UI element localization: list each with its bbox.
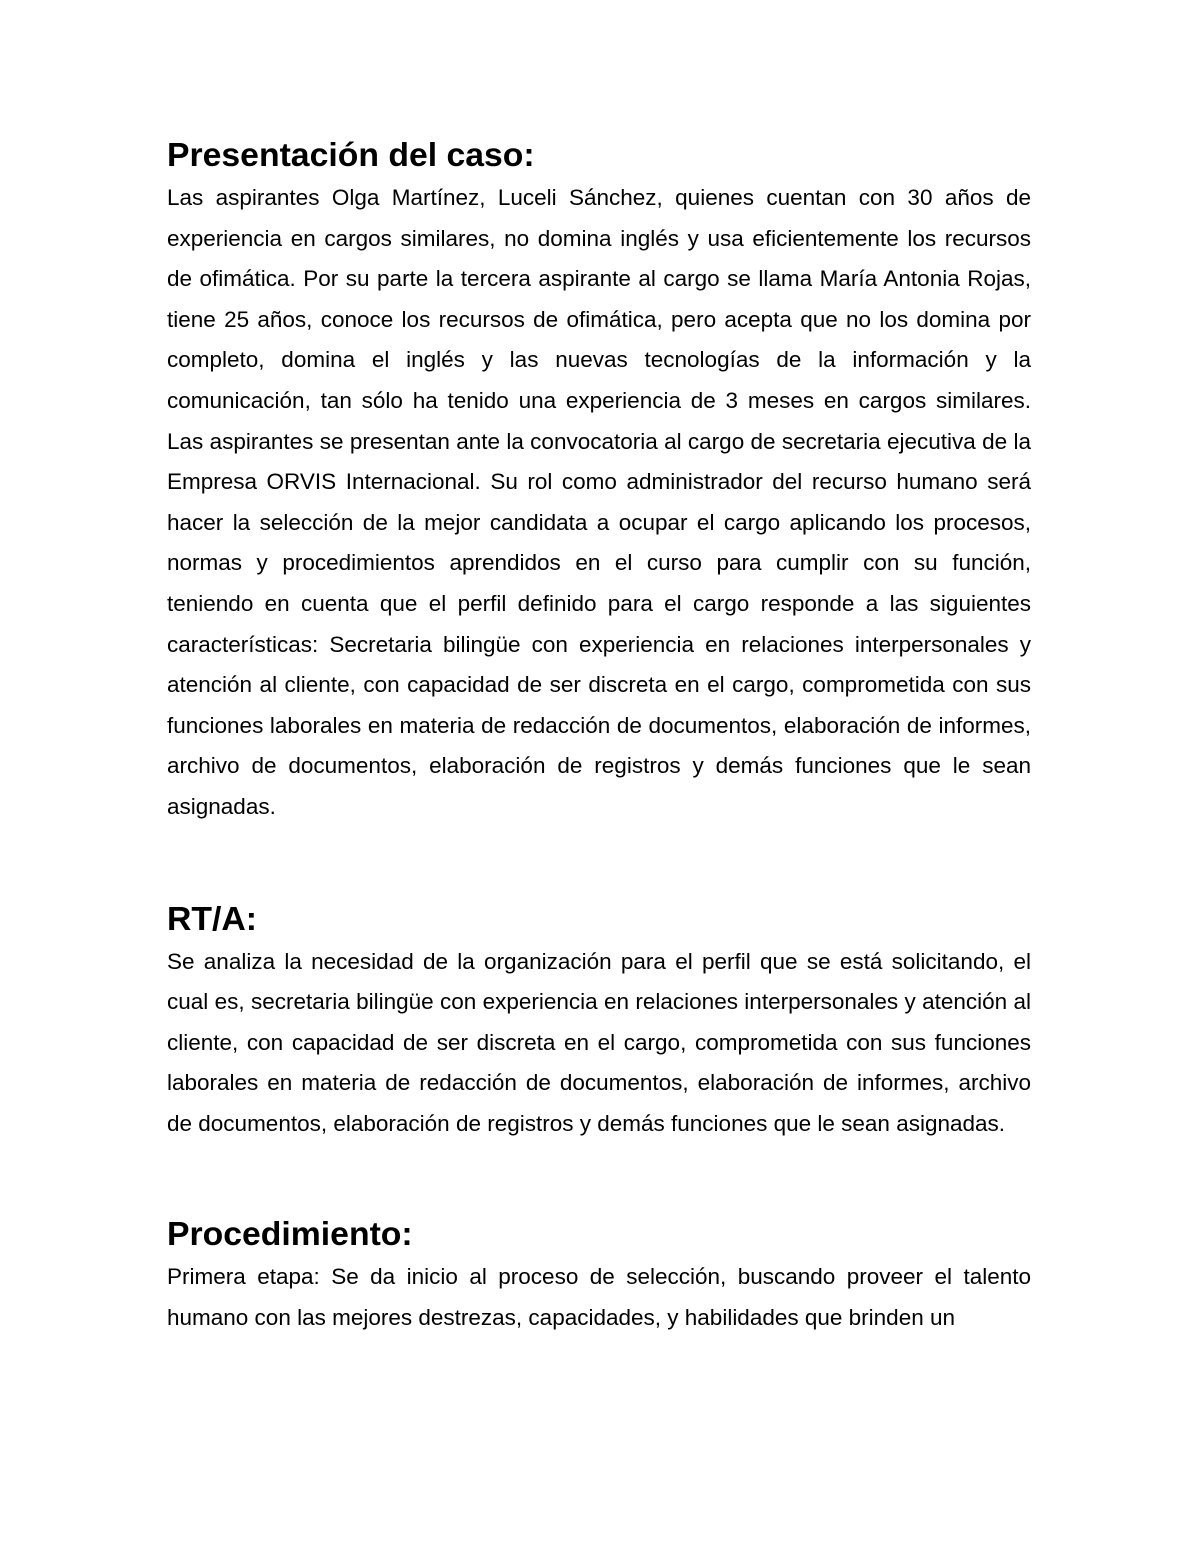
section-heading-procedimiento: Procedimiento: <box>167 1215 413 1254</box>
section-spacer <box>167 1144 1031 1211</box>
section-spacer <box>167 828 1031 896</box>
document-content <box>167 132 1031 1339</box>
paragraph-procedimiento: Primera etapa: Se da inicio al proceso de selección, buscando proveer el talento humano con las mejores destrezas, capacidades, y habilidades que brinden un <box>167 1264 1031 1331</box>
paragraph-presentacion: Las aspirantes Olga Martínez, Luceli Sánchez, quienes cuentan con 30 años de experiencia en cargos similares, no domina inglés y usa eficientemente los recursos de ofimática. Por su parte la tercera aspirante al cargo se llama María Antonia Rojas, tiene 25 años, conoce los recursos de ofimática, pero acepta que no los domina por completo, domina el inglés y las nuevas tecnologías de la información y la comunicación, tan sólo ha tenido una experiencia de 3 meses en cargos similares. Las aspirantes se presentan ante la convocatoria al cargo de secretaria ejecutiva de la Empresa ORVIS Internacional. Su rol como administrador del recurso humano será hacer la selección de la mejor candidata a ocupar el cargo aplicando los procesos, normas y procedimientos aprendidos en el curso para cumplir con su función, teniendo en cuenta que el perfil definido para el cargo responde a las siguientes características: Secretaria bilingüe con experiencia en relaciones interpersonales y atención al cliente, con capacidad de ser discreta en el cargo, comprometida con sus funciones laborales en materia de redacción de documentos, elaboración de informes, archivo de documentos, elaboración de registros y demás funciones que le sean asignadas. <box>167 185 1031 819</box>
paragraph-rta: Se analiza la necesidad de la organización para el perfil que se está solicitando, el cual es, secretaria bilingüe con experiencia en relaciones interpersonales y atención al cliente, con capacidad de ser discreta en el cargo, comprometida con sus funciones laborales en materia de redacción de documentos, elaboración de informes, archivo de documentos, elaboración de registros y demás funciones que le sean asignadas. <box>167 948 1031 1136</box>
section-heading-rta: RT/A: <box>167 899 257 938</box>
section-heading-presentacion: Presentación del caso: <box>167 136 535 174</box>
